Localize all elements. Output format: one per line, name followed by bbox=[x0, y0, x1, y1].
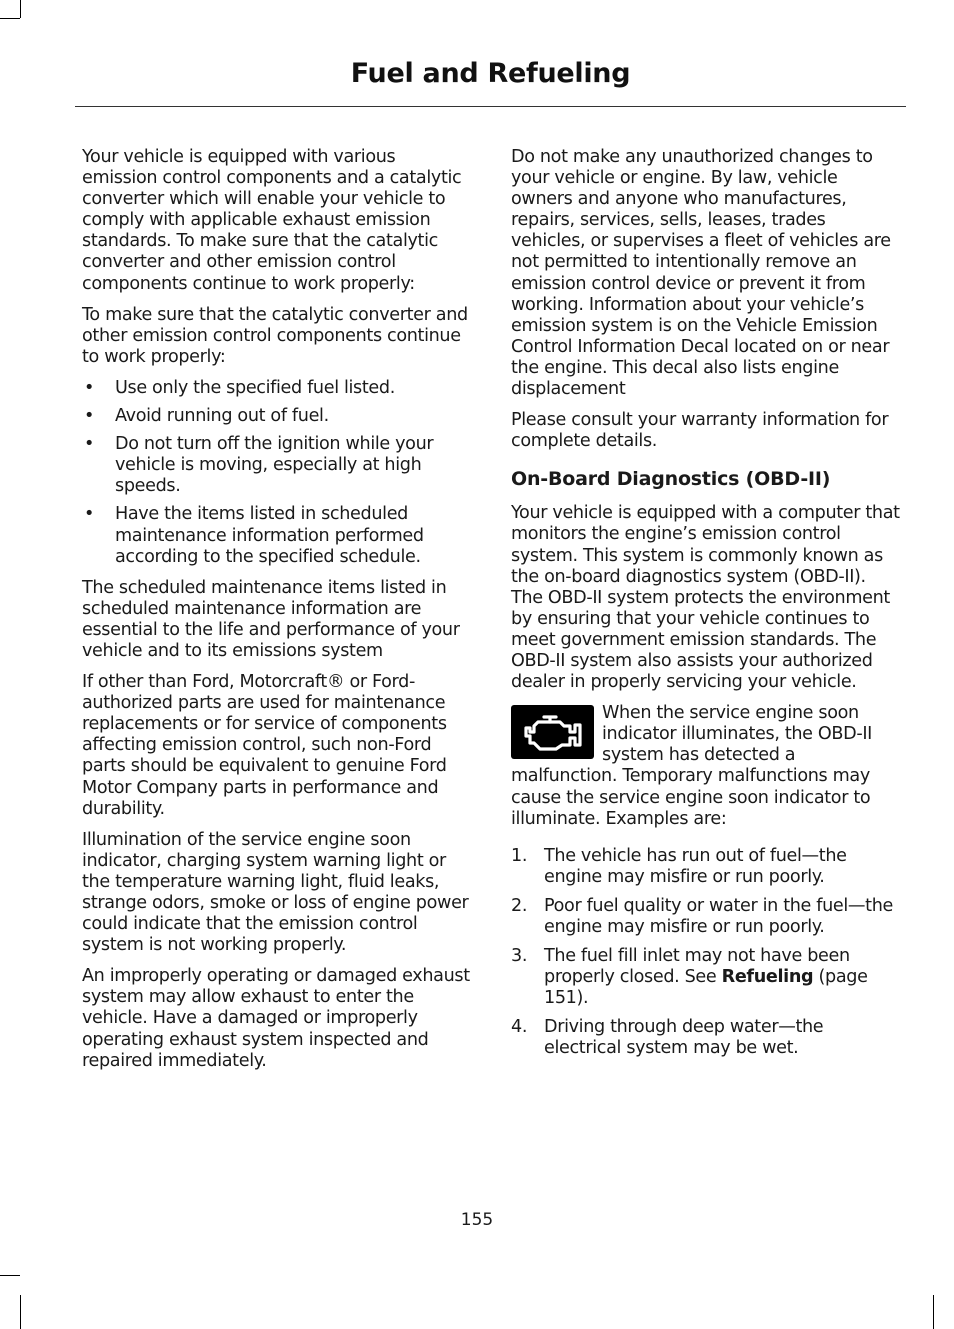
crop-mark bbox=[0, 1275, 20, 1276]
intro-paragraph: Your vehicle is equipped with various emission control components and a catalytic converter which will enable your vehicle to comply with applicable exhaust emission standards. To make sure that the catalytic converter and other emission control components continue to work properly: bbox=[82, 147, 462, 294]
list-item bbox=[82, 406, 474, 427]
crop-mark bbox=[20, 0, 21, 18]
list-item-text: Avoid running out of fuel. bbox=[115, 406, 329, 427]
bullet-list bbox=[82, 378, 474, 568]
list-number: 4. bbox=[511, 1017, 528, 1038]
paragraph: Please consult your warranty information for complete details. bbox=[511, 410, 889, 452]
list-item-text: Do not turn off the ignition while your vehicle is moving, especially at high speeds. bbox=[115, 434, 434, 497]
indicator-block bbox=[511, 703, 902, 830]
list-number: 1. bbox=[511, 845, 528, 866]
list-item-text: Have the items listed in scheduled maintenance information performed according to the specified schedule. bbox=[115, 504, 424, 567]
list-item bbox=[82, 434, 474, 497]
crop-mark bbox=[20, 1295, 21, 1329]
paragraph: Do not make any unauthorized changes to your vehicle or engine. By law, vehicle owners and anyone who manufactures, repairs, services, sells, leases, trades vehicles, or supervises a fleet of vehicles are not permitted to intentionally remove an emission control device or prevent it from working. Information about your vehicle’s emission system is on the Vehicle Emission Control Information Decal located on or near the engine. This decal also lists engine displacement bbox=[511, 147, 891, 400]
indicator-description: When the service engine soon indicator illuminates, the OBD-II system has detected a malfunction. Temporary malfunctions may cause the service engine soon indicator to illuminate. Examples are: bbox=[511, 703, 872, 829]
page-number: 155 bbox=[460, 1210, 494, 1230]
list-number: 2. bbox=[511, 895, 528, 916]
list-item-text: (page 151). bbox=[544, 967, 868, 1009]
list-item bbox=[511, 1017, 902, 1059]
refueling-link[interactable]: Refueling bbox=[721, 967, 814, 988]
list-item bbox=[511, 896, 902, 938]
page-title: Fuel and Refueling bbox=[350, 58, 631, 89]
paragraph: If other than Ford, Motorcraft® or Ford-authorized parts are used for maintenance replacements or for service of components affecting emission control, such non-Ford parts should be equivalent to genuine Ford Motor Company parts in performance and durability. bbox=[82, 672, 447, 819]
list-item bbox=[82, 378, 474, 399]
bullet-icon: • bbox=[84, 406, 95, 427]
paragraph: Your vehicle is equipped with a computer that monitors the engine’s emission control system. This system is commonly known as the on-board diagnostics system (OBD-II). The OBD-II system protects the environment by ensuring that your vehicle continues to meet government emission standards. The OBD-II system also assists your authorized dealer in properly servicing your vehicle. bbox=[511, 503, 900, 693]
list-item-text: Use only the specified fuel listed. bbox=[115, 377, 395, 398]
bullet-icon: • bbox=[84, 504, 95, 525]
list-number: 3. bbox=[511, 946, 528, 967]
crop-mark bbox=[0, 18, 20, 19]
section-heading: On-Board Diagnostics (OBD-II) bbox=[511, 468, 831, 491]
bullet-icon: • bbox=[84, 377, 95, 398]
list-item bbox=[511, 946, 902, 1009]
paragraph: The scheduled maintenance items listed in scheduled maintenance information are essential to the life and performance of your vehicle and to its emissions system bbox=[82, 577, 460, 661]
paragraph: An improperly operating or damaged exhaust system may allow exhaust to enter the vehicle. Have a damaged or improperly operating exhaust system inspected and repaired immediately. bbox=[82, 966, 470, 1071]
examples-list bbox=[511, 846, 902, 1060]
paragraph: Illumination of the service engine soon indicator, charging system warning light or the temperature warning light, fluid leaks, strange odors, smoke or loss of engine power could indicate that the emission control system is not working properly. bbox=[82, 829, 469, 956]
check-engine-icon bbox=[511, 705, 594, 759]
list-item-text: The fuel fill inlet may not have been properly closed. See bbox=[544, 946, 850, 988]
bullet-icon: • bbox=[84, 434, 95, 455]
list-item-text: Poor fuel quality or water in the fuel—the engine may misfire or run poorly. bbox=[544, 895, 893, 937]
crop-mark bbox=[933, 1295, 934, 1329]
list-item bbox=[82, 504, 474, 567]
title-divider bbox=[75, 106, 906, 107]
list-item bbox=[511, 846, 902, 888]
left-column bbox=[82, 147, 474, 1082]
paragraph: To make sure that the catalytic converter and other emission control components continue to work properly: bbox=[82, 304, 468, 367]
right-column bbox=[511, 147, 902, 1068]
list-item-text: Driving through deep water—the electrical system may be wet. bbox=[544, 1017, 824, 1059]
list-item-text: The vehicle has run out of fuel—the engine may misfire or run poorly. bbox=[544, 845, 847, 887]
